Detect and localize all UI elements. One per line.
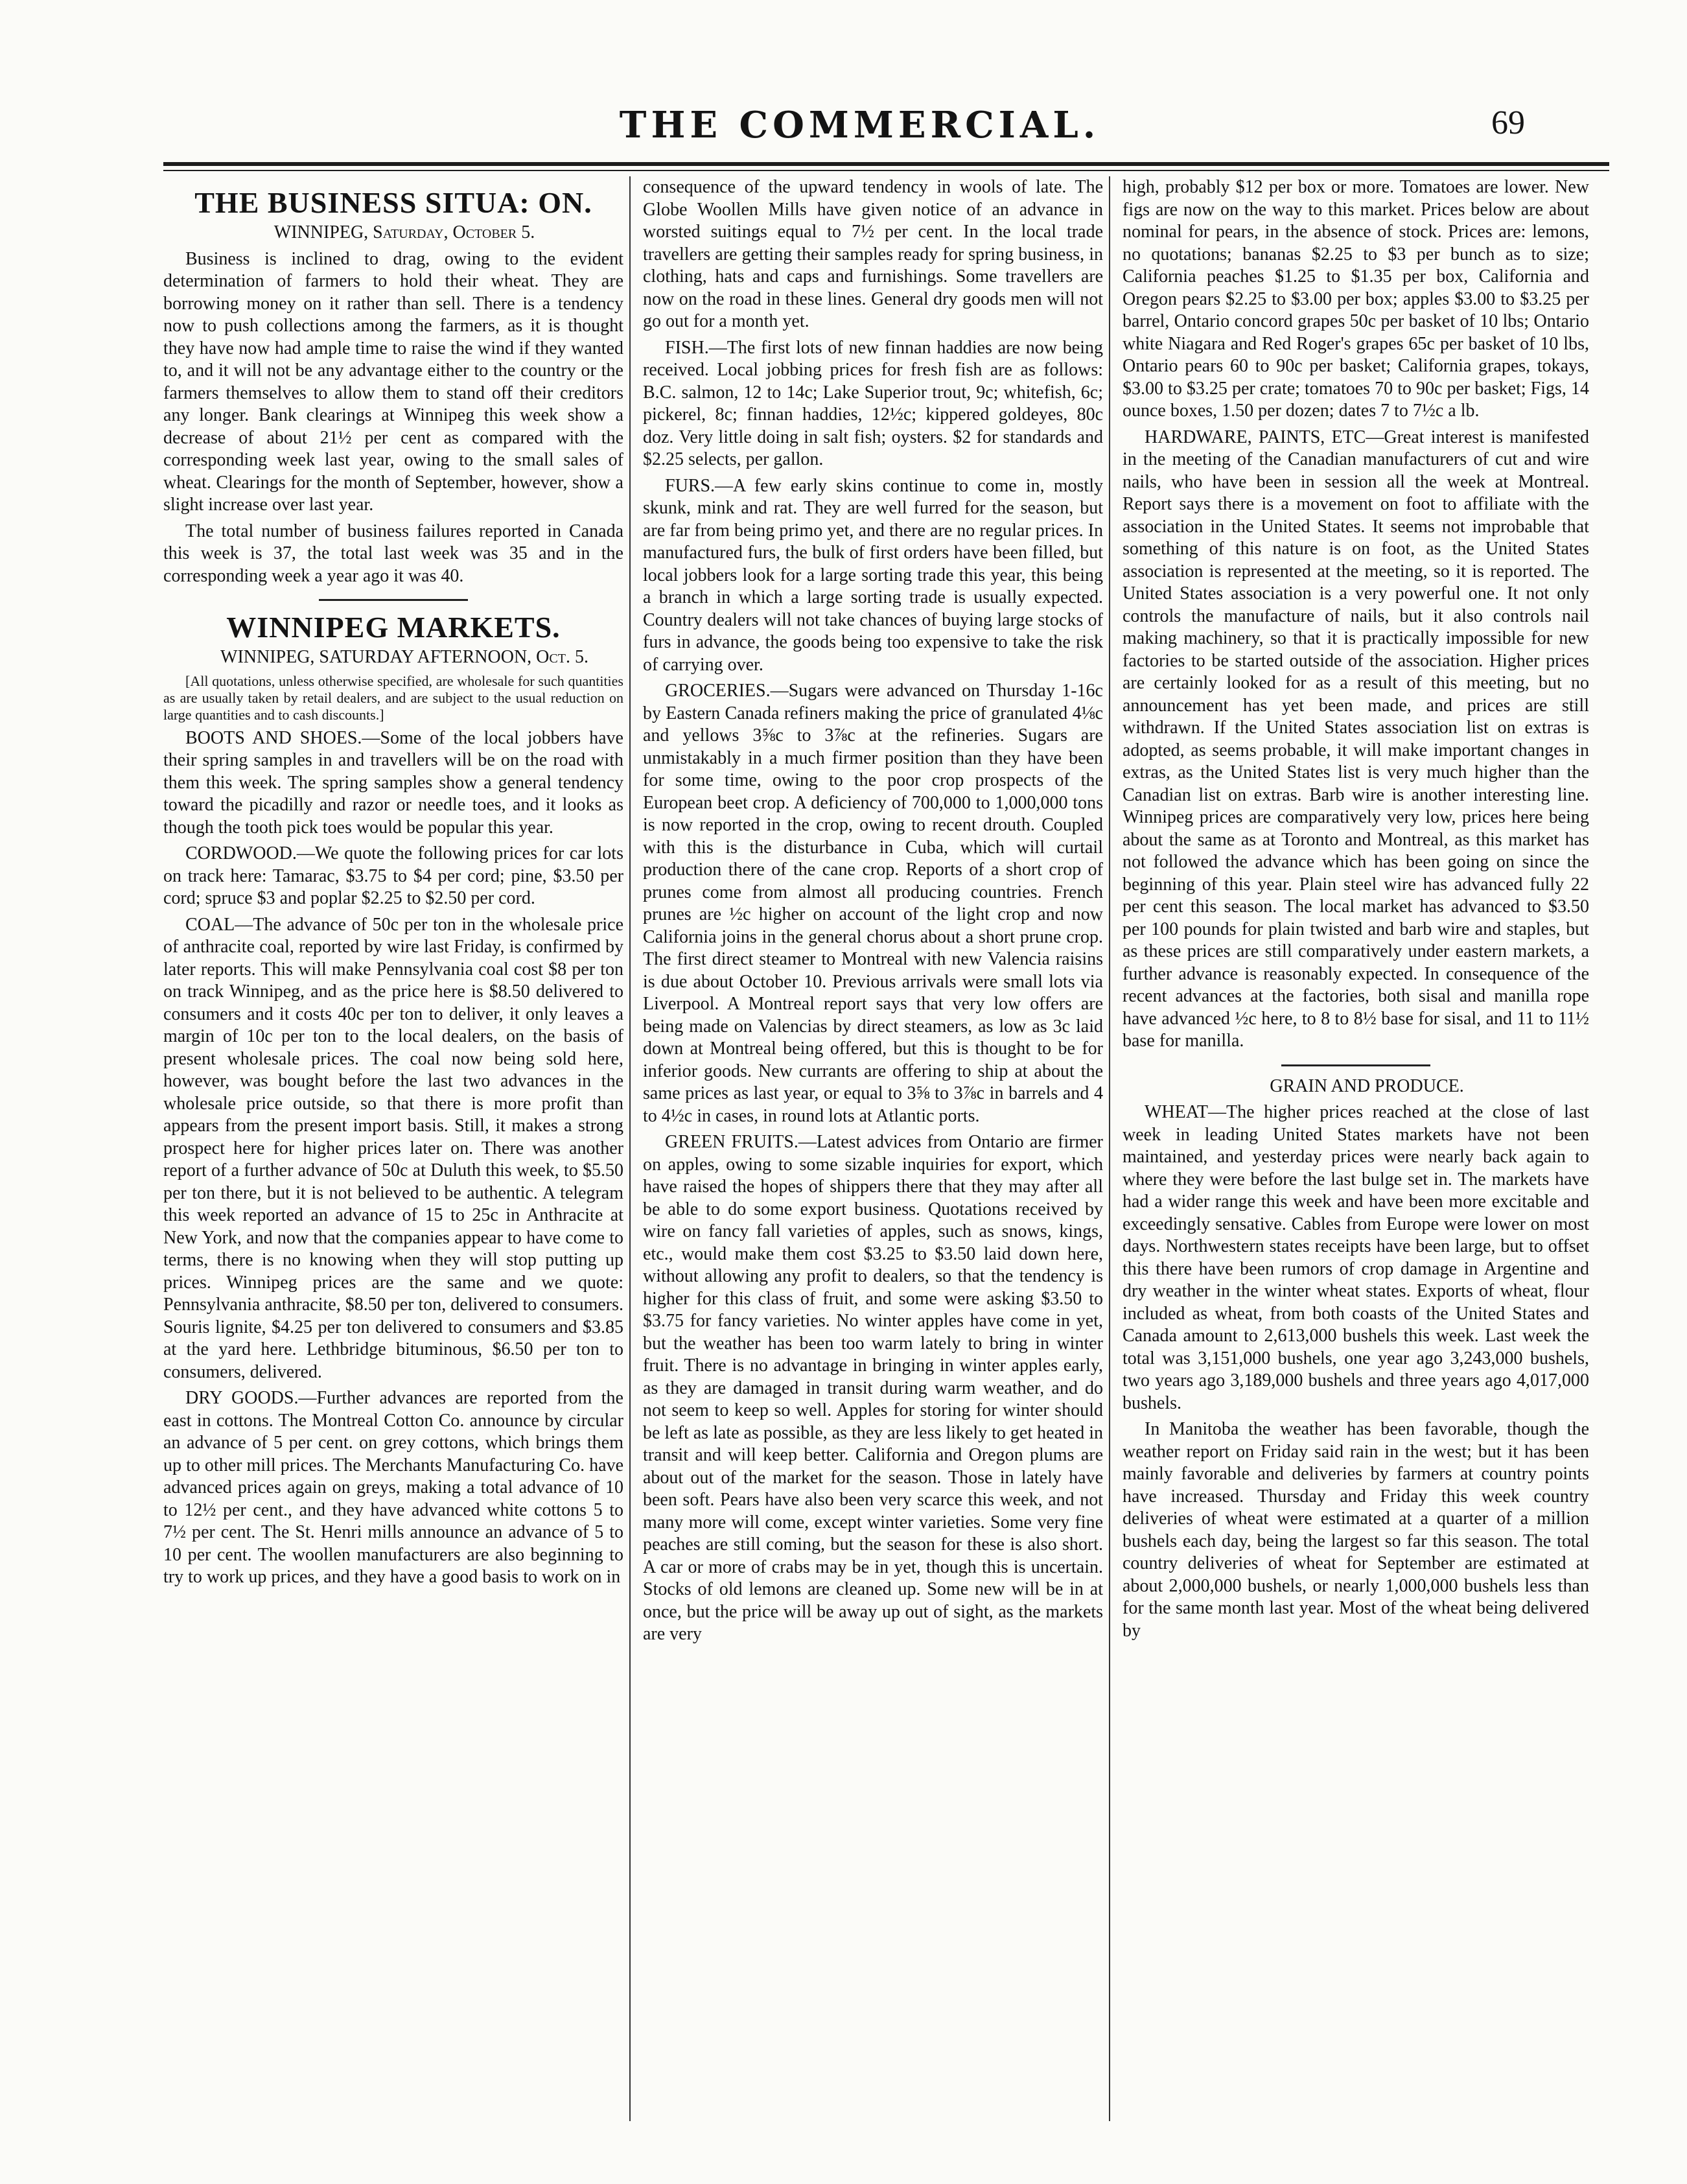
cordwood-heading: CORDWOOD. (185, 843, 297, 863)
wheat-item (1123, 1101, 1589, 1415)
section-rule (319, 599, 468, 601)
hardware-heading: HARDWARE, PAINTS, ETC (1145, 427, 1366, 447)
business-dateline: WINNIPEG, Saturday, October 5. (273, 222, 535, 242)
green-fruits-text: —Latest advices from Ontario are firmer on apples, owing to some sizable inquiries for export, which have raised the hopes of shippers there that they may after all be able to do some export business. Quotations received by wire on fancy fall varieties of apples, such as snows, kings, etc., would make them cost $3.25 to $3.50 laid down here, without allowing any profit to dealers, so that the tendency is higher for this class of fruit, and some were asking $3.50 to $3.75 for fancy varieties. No winter apples have come in yet, but the weather has been too warm lately to bring in winter fruit. There is no advantage in bringing in winter apples early, as they are damaged in transit during warm weather, and do not seem to keep so well. Apples for storing for winter should be left as late as possible, as they are less likely to get heated in transit and will keep better. California and Oregon plums are about out of the market for the season. Those in lately have been soft. Pears have also been very scarce this week, and not many more will come, except winter varieties. Some very fine peaches are still coming, but the season for these is also short. A car or more of crabs may be in yet, though this is uncertain. Stocks of old lemons are cleaned up. Some new will be in at once, but the price will be away up out of sight, as the markets are very (643, 1132, 1103, 1644)
boots-text: —Some of the local jobbers have their spring samples in and travellers will be on the road with them this week. The spring samples show a general tendency toward the picadilly and razor or needle toes, and it looks as though the tooth pick toes would be popular this year. (163, 727, 623, 838)
drygoods-heading: DRY GOODS. (185, 1388, 299, 1408)
drygoods-continued: consequence of the upward tendency in wools of late. The Globe Woollen Mills have given notice of an advance in worsted suitings equal to 7½ per cent. In the local trade travellers are getting their samples ready for spring business, in clothing, hats and caps and furnishings. Some travellers are now on the road in these lines. General dry goods men will not go out for a month yet. (643, 177, 1103, 331)
cordwood-text: —We quote the following prices for car lots on track here: Tamarac, $3.75 to $4 per cord; pine, $3.50 per cord; spruce $3 and poplar $2.25 to $2.50 per cord. (163, 843, 623, 908)
fish-text: —The first lots of new finnan haddies are now being received. Local jobbing prices for fresh fish are as follows: B.C. salmon, 12 to 14c; Lake Superior trout, 9c; whitefish, 6c; pickerel, 8c; finnan haddies, 12½c; kippered goldeyes, 80c doz. Very little doing in salt fish; oysters. $2 for standards and $2.25 selects, per gallon. (643, 337, 1103, 469)
green-fruits-heading: GREEN FRUITS. (665, 1132, 798, 1152)
section-rule (1281, 1064, 1430, 1066)
groceries-heading: GROCERIES. (665, 681, 771, 701)
furs-item (643, 475, 1103, 677)
masthead-rule-thin (163, 170, 1609, 171)
masthead-rule-thick (163, 162, 1609, 166)
green-fruits-item (643, 1131, 1103, 1646)
column-divider-2 (1109, 176, 1110, 2121)
masthead-title: THE COMMERCIAL. (619, 104, 1100, 147)
boots-item (163, 727, 623, 840)
markets-headline: WINNIPEG MARKETS. (226, 611, 561, 644)
column-2 (643, 176, 1103, 2121)
boots-heading: BOOTS AND SHOES. (185, 727, 362, 748)
coal-heading: COAL (185, 914, 235, 935)
wheat-heading: WHEAT (1145, 1102, 1208, 1122)
hardware-text: —Great interest is manifested in the meeting of the Canadian manufacturers of cut and wire nails, who have been in session all the week at Montreal. Report says there is a movement on foot to affiliate with the association in the United States. It seems not improbable that something of this nature is on foot, as the United States association is represented at the meeting, so it is reported. The United States association is a very powerful one. It not only controls the manufacture of nails, but it also controls nail making machinery, so that it is practically impossible for new factories to be started outside of the association. Higher prices are certainly looked for as a result of this meeting, but no announcement has yet been made, and prices are still withdrawn. If the United States association list on extras is adopted, as seems probable, it will make important changes in extras, as the United States list is very much higher than the Canadian list on extras. Barb wire is another interesting line. Winnipeg prices are comparatively very low, prices here being about the same as at Toronto and Montreal, as this market has not followed the advance which has been going on since the beginning of this year. Plain steel wire has advanced fully 22 per cent this season. The local market has advanced to $3.50 per 100 pounds for plain twisted and barb wire and staples, but as these prices are still comparatively under eastern markets, a further advance is reasonably expected. In consequence of the recent advances at the factories, both sisal and manilla rope have advanced ½c here, to 8 to 8½ base for sisal, and 11 to 11½ base for manilla. (1123, 427, 1589, 1051)
groceries-text: —Sugars were advanced on Thursday 1-16c by Eastern Canada refiners making the price of granulated 4⅛c and yellows 3⅝c to 3⅞c at the refineries. Sugars are unmistakably in a much firmer position than they have been for some time, owing to the poor crop prospects of the European beet crop. A deficiency of 700,000 to 1,000,000 tons is now reported in the crop, owing to recent drouth. Coupled with this is the disturbance in Cuba, which will curtail production there of the cane crop. Reports of a short crop of prunes come from almost all producing countries. French prunes are ½c higher on account of the light crop and now California joins in the general chorus about a short prune crop. The first direct steamer to Montreal with new Valencia raisins is due about October 10. Previous arrivals were small lots via Liverpool. A Montreal report says that very low offers are being made on Valencias by direct steamers, as low as 3c laid down at Montreal being offered, but this is thought to be for inferior goods. New currants are offering to ship at about the same prices as last year, or equal to 3⅝ to 3⅞c in barrels and 4 to 4½c in cases, in round lots at Atlantic ports. (643, 681, 1103, 1126)
cordwood-item (163, 843, 623, 910)
wheat-text: —The higher prices reached at the close of last week in leading United States markets have not been maintained, and yesterday prices were nearly back again to where they were before the last bulge set in. The markets have had a wider range this week and have been more excitable and exceedingly sensative. Cables from Europe were lower on most days. Northwestern states receipts have been large, but to offset this there have been rumors of crop damage in Argentine and dry weather in the winter wheat states. Exports of wheat, flour included as wheat, from both coasts of the United States and Canada amount to 2,613,000 bushels this week. Last week the total was 3,151,000 bushels, one year ago 3,243,000 bushels, two years ago 3,189,000 bushels and three years ago 4,017,000 bushels. (1123, 1102, 1589, 1413)
column-3 (1123, 176, 1589, 2121)
business-headline: THE BUSINESS SITUA: ON. (194, 186, 592, 219)
coal-item (163, 914, 623, 1384)
groceries-item (643, 680, 1103, 1127)
green-fruits-continued: high, probably $12 per box or more. Tomatoes are lower. New figs are now on the way to this market. Prices below are about nominal for pears, in the absence of stock. Prices are: lemons, no quotations; bananas $2.25 to $3 per bunch as to size; California peaches $1.25 to $1.35 per box, California and Oregon pears $2.25 to $3.00 per box; apples $3.00 to $3.25 per barrel, Ontario concord grapes 50c per basket of 10 lbs; Ontario white Niagara and Red Roger's grapes 65c per basket of 10 lbs, Ontario pears 60 to 90c per basket; California grapes, tokays, $3.00 to $3.25 per crate; tomatoes 70 to 90c per basket; Figs, 14 ounce boxes, 1.50 per dozen; dates 7 to 7½c a lb. (1123, 177, 1589, 421)
drygoods-item (163, 1387, 623, 1589)
quotations-note: [All quotations, unless otherwise specified, are wholesale for such quantities as are usually taken by retail dealers, and are subject to the usual reduction on large quantities and to cash discounts.] (163, 672, 623, 723)
business-paragraph-2: The total number of business failures reported in Canada this week is 37, the total last week was 35 and in the corresponding week a year ago it was 40. (163, 521, 623, 586)
grain-produce-heading: GRAIN AND PRODUCE. (1270, 1075, 1464, 1096)
furs-heading: FURS. (665, 475, 716, 496)
drygoods-text: —Further advances are reported from the east in cottons. The Montreal Cotton Co. announce by circular an advance of 5 per cent. on grey cottons, which brings them up to other mill prices. The Merchants Manufacturing Co. have advanced prices again on greys, making a total advance of 10 to 12½ per cent., and they have advanced white cottons 5 to 7½ per cent. The St. Henri mills announce an advance of 5 to 10 per cent. The woollen manufacturers are also beginning to try to work up prices, and they have a good basis to work on in (163, 1388, 623, 1587)
business-paragraph-1: Business is inclined to drag, owing to the evident determination of farmers to hold their wheat. They are borrowing money on it rather than sell. There is a tendency now to push collections among the farmers, as it is thought they have now had ample time to raise the wind if they wanted to, and it will not be any advantage either to the country or the farmers themselves to allow them to stand off their creditors any longer. Bank clearings at Winnipeg this week show a decrease of about 21½ per cent as compared with the corresponding week last year, owing to the small sales of wheat. Clearings for the month of September, however, show a slight increase over last year. (163, 248, 623, 515)
coal-text: —The advance of 50c per ton in the wholesale price of anthracite coal, reported by wire last Friday, is confirmed by later reports. This will make Pennsylvania coal cost $8 per ton on track Winnipeg, and as the price here is $8.50 delivered to consumers and it costs 40c per ton to deliver, it only leaves a margin of 10c per ton to the local dealers, on the basis of present wholesale prices. The coal now being sold here, however, was bought before the last two advances in the wholesale price outside, so that there is more profit than appears from the present import basis. Still, it makes a strong prospect here for higher prices later on. There was another report of a further advance of 50c at Duluth this week, to $5.50 per ton there, but it is not believed to be authentic. A telegram this week reported an advance of 15 to 25c in Anthracite at New York, and now that the companies appear to have come to terms, there is no knowing when they will stop putting up prices. Winnipeg prices are the same and we quote: Pennsylvania anthracite, $8.50 per ton, delivered to consumers. Souris lignite, $4.25 per ton delivered to consumers and $3.85 at the yard here. Lethbridge bituminous, $6.50 per ton to consumers, delivered. (163, 914, 623, 1382)
page-number: 69 (1491, 104, 1525, 141)
masthead (194, 104, 1525, 156)
column-divider-1 (629, 176, 631, 2121)
manitoba-paragraph: In Manitoba the weather has been favorable, though the weather report on Friday said rain in the west; but it has been mainly favorable and deliveries by farmers at country points have increased. Thursday and Friday this week country deliveries of wheat were estimated at a quarter of a million bushels each day, being the largest so far this season. The total country deliveries of wheat for September are estimated at about 2,000,000 bushels, or nearly 1,000,000 bushels less than for the same month last year. Most of the wheat being delivered by (1123, 1419, 1589, 1641)
furs-text: —A few early skins continue to come in, mostly skunk, mink and rat. They are well furred for the season, but are far from being primo yet, and there are no regular prices. In manufactured furs, the bulk of first orders have been filled, but local jobbers look for a large sorting trade this year, this being a branch in which a large sorting trade is usually expected. Country dealers will not take chances of buying large stocks of furs in advance, the goods being too expensive to take the risk of carrying over. (643, 475, 1103, 675)
fish-heading: FISH. (665, 337, 709, 358)
fish-item (643, 337, 1103, 471)
column-1 (163, 176, 623, 2121)
hardware-item (1123, 427, 1589, 1053)
markets-dateline: WINNIPEG, SATURDAY AFTERNOON, Oct. 5. (220, 647, 588, 667)
